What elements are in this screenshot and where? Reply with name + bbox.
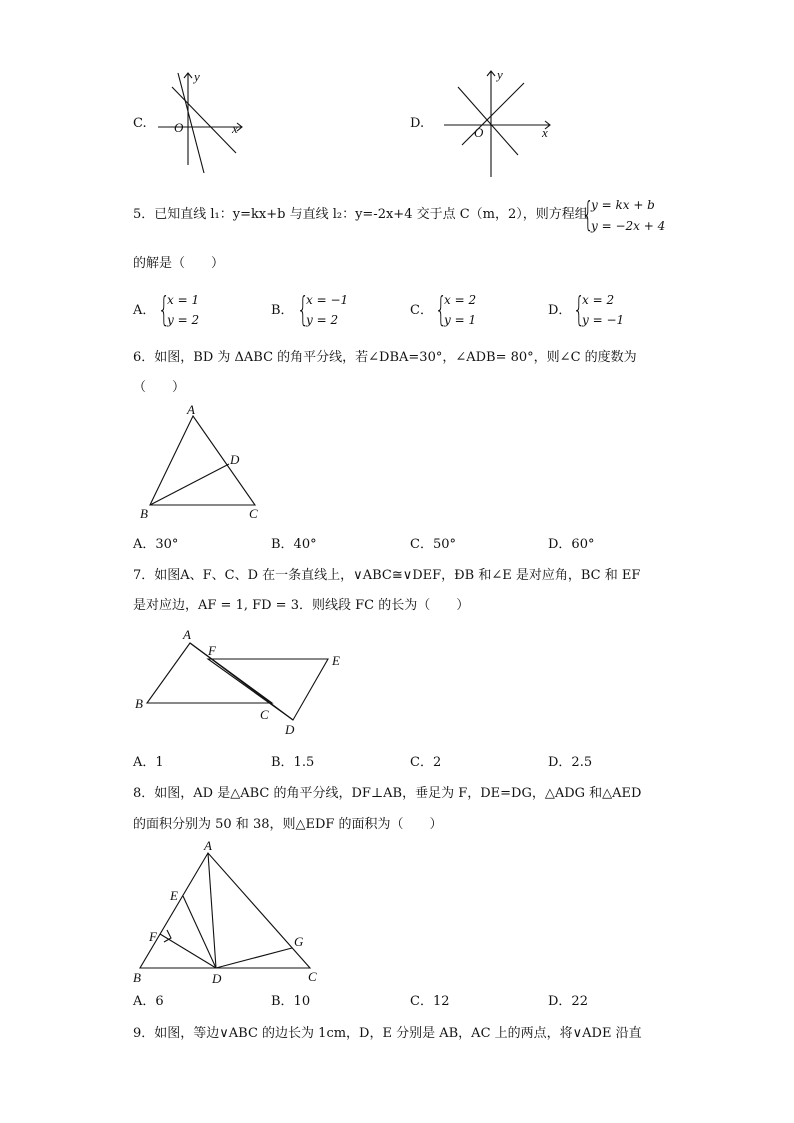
q6-option-b[interactable]: B．40° bbox=[271, 537, 317, 552]
q7-option-b[interactable]: B．1.5 bbox=[271, 755, 315, 770]
option-x: x = 2 bbox=[582, 293, 615, 307]
q7-triangles-figure bbox=[130, 625, 360, 740]
label-a: A bbox=[187, 402, 195, 417]
option-letter: A． bbox=[133, 303, 156, 318]
option-x: x = 1 bbox=[167, 293, 200, 307]
q5-stem-line1: 5．已知直线 l₁：y=kx+b 与直线 l₂：y=-2x+4 交于点 C（m，2），则方程组 bbox=[133, 207, 588, 222]
y-axis-label: y bbox=[194, 69, 200, 84]
q7-option-a[interactable]: A．1 bbox=[133, 755, 164, 770]
bisector-bd bbox=[150, 464, 229, 505]
q4-option-d-graph bbox=[440, 65, 560, 180]
label-c: C bbox=[308, 969, 317, 984]
q6-triangle-figure bbox=[135, 400, 275, 525]
label-f: F bbox=[208, 643, 216, 658]
label-b: B bbox=[133, 970, 141, 985]
bisector-ad bbox=[208, 853, 216, 968]
label-d: D bbox=[212, 971, 222, 986]
label-d: D bbox=[285, 722, 295, 737]
origin-label: O bbox=[174, 120, 184, 135]
label-c: C bbox=[260, 707, 269, 722]
label-c: C bbox=[249, 506, 258, 521]
q6-stem-line2: （ ） bbox=[133, 380, 186, 395]
label-f: F bbox=[149, 929, 157, 944]
q8-option-d[interactable]: D．22 bbox=[548, 994, 588, 1009]
label-g: G bbox=[294, 934, 304, 949]
q6-option-d[interactable]: D．60° bbox=[548, 537, 595, 552]
q8-stem-line2: 的面积分别为 50 和 38，则△EDF 的面积为（ ） bbox=[133, 817, 443, 832]
line-afcd bbox=[190, 643, 293, 720]
option-brace: { bbox=[435, 290, 447, 330]
line-2 bbox=[462, 83, 524, 145]
q8-option-c[interactable]: C．12 bbox=[410, 994, 450, 1009]
q8-triangle-figure bbox=[130, 838, 330, 988]
q5-system-brace: { bbox=[582, 195, 594, 235]
label-b: B bbox=[140, 506, 148, 521]
q4-option-c-graph bbox=[150, 65, 250, 175]
option-brace: { bbox=[573, 290, 585, 330]
option-x: x = 2 bbox=[444, 293, 477, 307]
line-1 bbox=[458, 87, 518, 155]
q7-stem-line2: 是对应边，AF = 1, FD = 3．则线段 FC 的长为（ ） bbox=[133, 598, 470, 613]
label-e: E bbox=[332, 653, 340, 668]
segment-de bbox=[183, 896, 216, 968]
label-a: A bbox=[183, 627, 191, 642]
x-axis-label: x bbox=[542, 125, 548, 140]
q4-option-c-label: C. bbox=[133, 116, 147, 131]
option-x: x = −1 bbox=[306, 293, 349, 307]
triangle-abc bbox=[140, 853, 310, 968]
q7-option-d[interactable]: D．2.5 bbox=[548, 755, 593, 770]
q8-option-b[interactable]: B．10 bbox=[271, 994, 311, 1009]
label-e: E bbox=[170, 888, 178, 903]
segment-dg bbox=[216, 948, 292, 968]
label-b: B bbox=[135, 696, 143, 711]
y-axis-label: y bbox=[497, 67, 503, 82]
option-y: y = 2 bbox=[306, 313, 339, 327]
q8-stem-line1: 8．如图，AD 是△ABC 的角平分线，DF⊥AB，垂足为 F，DE=DG，△ADG 和△AED bbox=[133, 786, 642, 801]
origin-label: O bbox=[474, 125, 484, 140]
q5-system-eq2: y = −2x + 4 bbox=[591, 219, 666, 233]
q6-option-c[interactable]: C．50° bbox=[410, 537, 456, 552]
q5-system-eq1: y = kx + b bbox=[591, 198, 655, 212]
q5-stem-line2: 的解是（ ） bbox=[133, 256, 225, 271]
x-axis-label: x bbox=[232, 121, 238, 136]
q7-stem-line1: 7．如图A、F、C、D 在一条直线上，∨ABC≅∨DEF，ÐB 和∠E 是对应角，BC 和 EF bbox=[133, 568, 641, 583]
option-brace: { bbox=[158, 290, 170, 330]
option-letter: B． bbox=[271, 303, 294, 318]
label-a: A bbox=[204, 838, 212, 853]
q6-stem-line1: 6．如图，BD 为 ΔABC 的角平分线，若∠DBA=30°，∠ADB= 80°，则∠C 的度数为 bbox=[133, 350, 637, 365]
q9-stem-line1: 9．如图，等边∨ABC 的边长为 1cm，D，E 分别是 AB，AC 上的两点，将∨ADE 沿直 bbox=[133, 1026, 642, 1041]
q7-option-c[interactable]: C．2 bbox=[410, 755, 442, 770]
q6-option-a[interactable]: A．30° bbox=[133, 537, 179, 552]
option-y: y = 2 bbox=[167, 313, 200, 327]
option-brace: { bbox=[297, 290, 309, 330]
q8-option-a[interactable]: A．6 bbox=[133, 994, 164, 1009]
option-letter: C． bbox=[410, 303, 433, 318]
q4-option-d-label: D. bbox=[410, 116, 425, 131]
option-y: y = −1 bbox=[582, 313, 625, 327]
option-letter: D． bbox=[548, 303, 572, 318]
label-d: D bbox=[230, 452, 240, 467]
option-y: y = 1 bbox=[444, 313, 477, 327]
